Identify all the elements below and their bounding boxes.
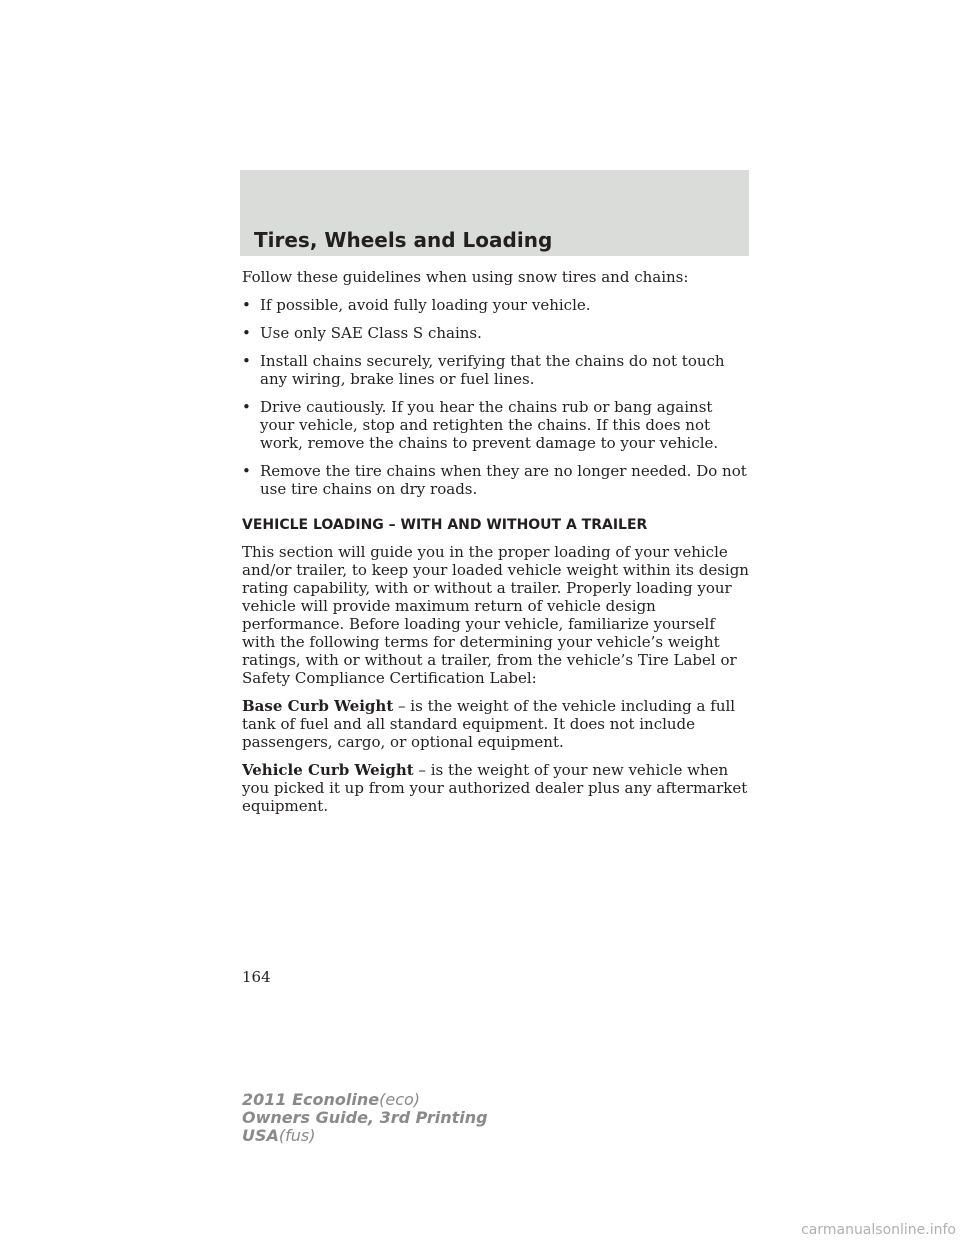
footer-line-region bbox=[242, 1127, 488, 1145]
list-item bbox=[242, 296, 750, 314]
site-watermark: carmanualsonline.info bbox=[801, 1222, 956, 1238]
footer-region-code: (fus) bbox=[278, 1126, 316, 1145]
bullet-icon: • bbox=[242, 398, 251, 416]
page-number: 164 bbox=[242, 968, 271, 986]
vehicle-loading-heading: VEHICLE LOADING – WITH AND WITHOUT A TRAILER bbox=[242, 517, 648, 533]
footer-line-guide: Owners Guide, 3rd Printing bbox=[242, 1108, 488, 1127]
definition-vehicle-curb-weight bbox=[242, 761, 750, 815]
definition-text: – is the weight of the vehicle including a full tank of fuel and all standard equipment. It does not include passengers, cargo, or optional equipment. bbox=[242, 697, 736, 751]
list-item bbox=[242, 324, 750, 342]
section-header-band bbox=[240, 170, 749, 256]
list-item-text: Use only SAE Class S chains. bbox=[260, 324, 482, 342]
footer-model: 2011 Econoline bbox=[242, 1090, 380, 1109]
list-item-text: Drive cautiously. If you hear the chains rub or bang against your vehicle, stop and retighten the chains. If this does not work, remove the chains to prevent damage to your vehicle. bbox=[260, 398, 719, 452]
list-item-text: If possible, avoid fully loading your vehicle. bbox=[260, 296, 591, 314]
list-item-text: Install chains securely, verifying that the chains do not touch any wiring, brake lines or fuel lines. bbox=[260, 352, 725, 388]
footer-model-code: (eco) bbox=[379, 1090, 421, 1109]
list-item bbox=[242, 398, 750, 452]
bullet-icon: • bbox=[242, 462, 251, 480]
document-footer bbox=[242, 1091, 488, 1145]
definition-term: Vehicle Curb Weight bbox=[242, 761, 414, 779]
list-item-text: Remove the tire chains when they are no longer needed. Do not use tire chains on dry roads. bbox=[260, 462, 747, 498]
intro-paragraph: Follow these guidelines when using snow tires and chains: bbox=[242, 268, 689, 286]
bullet-icon: • bbox=[242, 324, 251, 342]
footer-line-model bbox=[242, 1091, 488, 1109]
list-item bbox=[242, 462, 750, 498]
definition-text: – is the weight of your new vehicle when you picked it up from your authorized dealer plus any aftermarket equipment. bbox=[242, 761, 748, 815]
bullet-icon: • bbox=[242, 352, 251, 370]
page-content bbox=[242, 268, 750, 825]
list-item bbox=[242, 352, 750, 388]
snow-chain-guidelines-list bbox=[242, 296, 750, 498]
footer-region: USA bbox=[242, 1126, 279, 1145]
vehicle-loading-paragraph: This section will guide you in the proper loading of your vehicle and/or trailer, to keep your loaded vehicle weight within its design rating capability, with or without a trailer. Properly loading your vehicle will provide maximum return of vehicle design performance. Before loading your vehicle, familiarize yourself with the following terms for determining your vehicle’s weight ratings, with or without a trailer, from the vehicle’s Tire Label or Safety Compliance Certification Label: bbox=[242, 543, 749, 687]
section-title: Tires, Wheels and Loading bbox=[254, 228, 553, 252]
definition-base-curb-weight bbox=[242, 697, 750, 751]
definition-term: Base Curb Weight bbox=[242, 697, 394, 715]
bullet-icon: • bbox=[242, 296, 251, 314]
